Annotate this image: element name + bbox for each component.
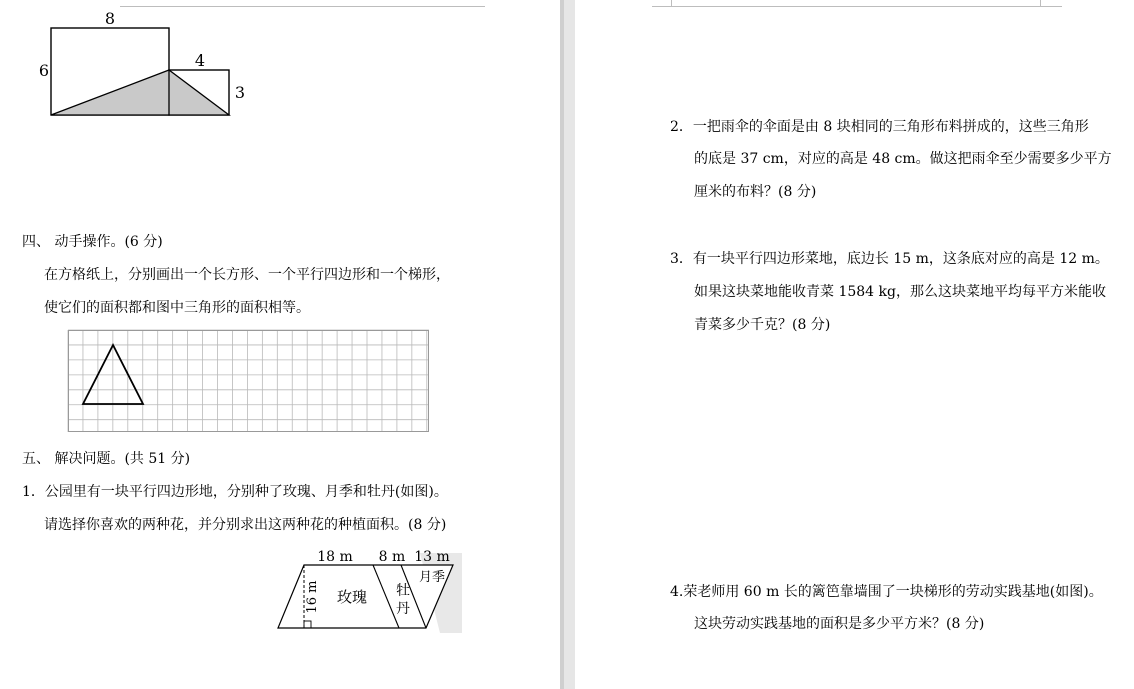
label-18m: 18 m <box>317 549 353 565</box>
question-3-line-2: 如果这块菜地能收青菜 1584 kg，那么这块菜地平均每平方米能收 <box>694 284 1106 300</box>
label-8m: 8 m <box>378 549 406 565</box>
section-5-heading: 五、 解决问题。(共 51 分) <box>22 451 191 467</box>
section-4-line-1: 在方格纸上，分别画出一个长方形、一个平行四边形和一个梯形， <box>44 267 450 283</box>
page-gutter <box>560 0 575 689</box>
label-height: 6 <box>38 61 50 80</box>
header-rule <box>652 6 1062 7</box>
question-2-line-2: 的底是 37 cm，对应的高是 48 cm。做这把雨伞至少需要多少平方 <box>694 151 1112 167</box>
label-13m: 13 m <box>414 549 450 565</box>
question-1-line-1: 1．公园里有一块平行四边形地，分别种了玫瑰、月季和牡丹(如图)。 <box>22 484 448 500</box>
question-2-line-1: 2．一把雨伞的伞面是由 8 块相同的三角形布料拼成的，这些三角形 <box>670 119 1089 135</box>
question-4-line-2: 这块劳动实践基地的面积是多少平方米？(8 分) <box>694 616 985 632</box>
label-small-height: 3 <box>234 83 246 102</box>
grid-paper <box>68 330 430 433</box>
section-4-line-2: 使它们的面积都和图中三角形的面积相等。 <box>44 300 310 316</box>
label-16m: 16 m <box>305 580 320 614</box>
label-peony-2: 丹 <box>396 601 410 617</box>
question-3-line-1: 3．有一块平行四边形菜地，底边长 15 m，这条底对应的高是 12 m。 <box>670 251 1109 267</box>
section-4-heading: 四、 动手操作。(6 分) <box>22 234 163 250</box>
garden-figure <box>270 545 470 637</box>
question-2-line-3: 厘米的布料？(8 分) <box>694 184 817 200</box>
question-3-line-3: 青菜多少千克？(8 分) <box>694 317 831 333</box>
shaded-triangle <box>51 70 229 115</box>
label-small-width: 4 <box>194 51 206 70</box>
question-1-line-2: 请选择你喜欢的两种花，并分别求出这两种花的种植面积。(8 分) <box>44 517 447 533</box>
composite-figure <box>30 6 260 121</box>
label-chinese-rose: 月季 <box>418 570 446 585</box>
question-4-line-1: 4.荣老师用 60 m 长的篱笆靠墙围了一块梯形的劳动实践基地(如图)。 <box>670 584 1103 600</box>
label-width: 8 <box>104 9 116 28</box>
label-peony-1: 牡 <box>396 583 410 599</box>
right-page <box>575 0 1134 689</box>
label-rose: 玫瑰 <box>336 588 368 606</box>
left-page <box>0 0 560 689</box>
